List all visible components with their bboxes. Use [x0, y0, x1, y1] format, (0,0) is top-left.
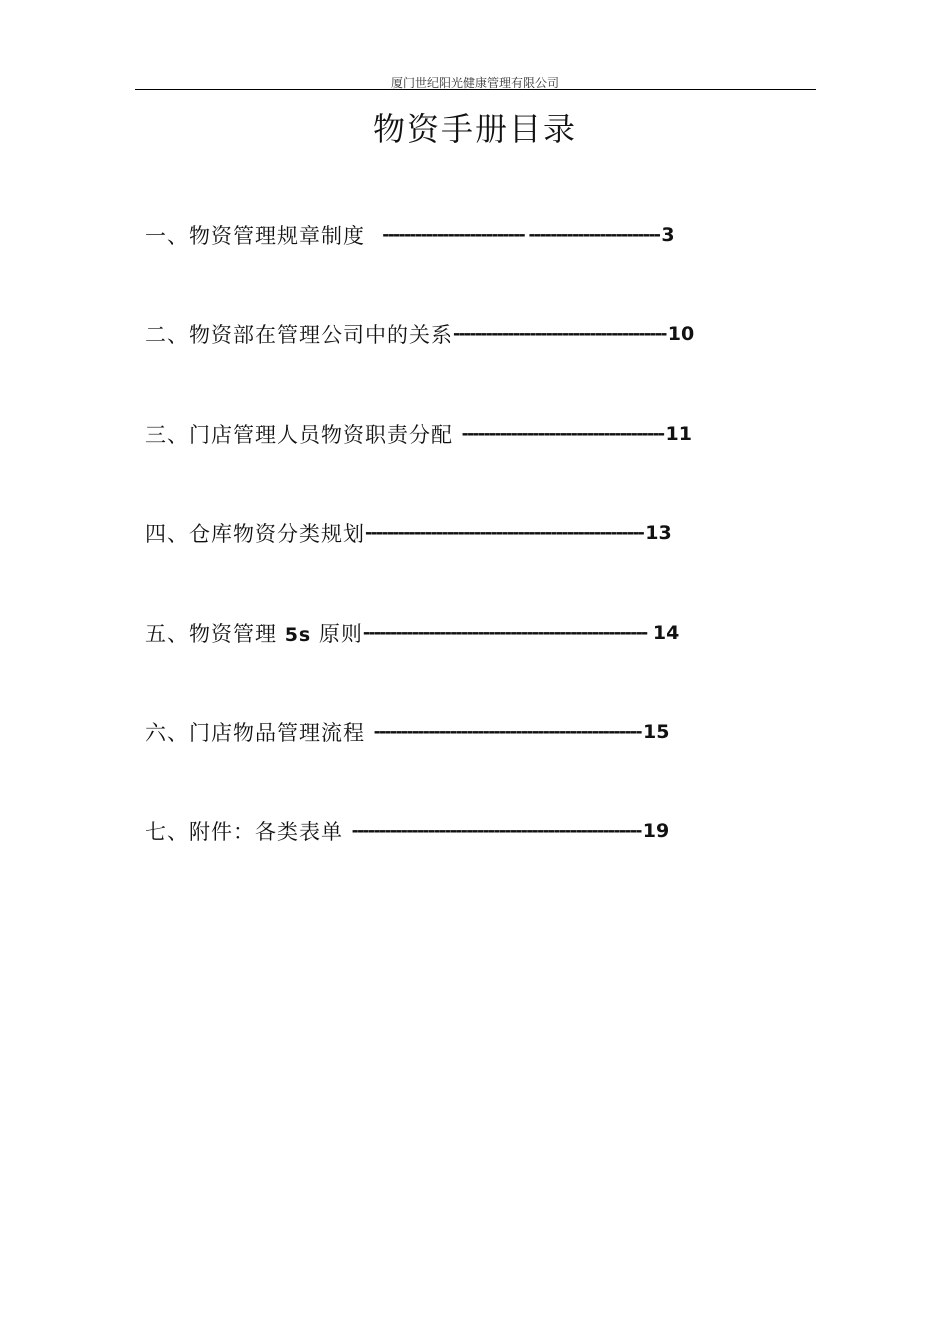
- toc-dot-leader: -------------------------------------: [453, 424, 664, 444]
- toc-entry-7[interactable]: [145, 815, 669, 847]
- toc-page-number: 15: [642, 721, 670, 743]
- toc-entry-label: 一、物资管理规章制度: [145, 224, 365, 248]
- toc-entry-label-suffix: 原则: [311, 622, 363, 646]
- toc-dot-leader: -----------------------------------------------------: [343, 821, 641, 841]
- toc-entry-label: 四、仓库物资分类规划: [145, 522, 365, 546]
- toc-entry-label: 七、附件：各类表单: [145, 820, 343, 844]
- toc-entry-label-5s: 5s: [284, 624, 312, 646]
- toc-entry-1[interactable]: [145, 219, 675, 251]
- toc-dot-leader: -------------------------- ------------------------: [365, 225, 660, 245]
- toc-entry-label: 二、物资部在管理公司中的关系: [145, 323, 453, 347]
- document-title: 物资手册目录: [372, 110, 577, 148]
- toc-entry-4[interactable]: [145, 517, 672, 549]
- toc-entry-3[interactable]: [145, 418, 692, 450]
- toc-entry-label-prefix: 五、物资管理: [145, 622, 285, 646]
- toc-entry-label: 三、门店管理人员物资职责分配: [145, 423, 453, 447]
- toc-entry-label: [145, 618, 363, 648]
- toc-dot-leader: -------------------------------------------------: [365, 722, 641, 742]
- toc-entry-2[interactable]: [145, 318, 694, 350]
- toc-page-number: 11: [665, 423, 692, 445]
- toc-dot-leader: ----------------------------------------------------: [362, 623, 651, 643]
- toc-dot-leader: ---------------------------------------------------: [365, 523, 644, 543]
- toc-page-number: 14: [652, 622, 680, 644]
- toc-entry-label: 六、门店物品管理流程: [145, 721, 365, 745]
- toc-entry-5[interactable]: [145, 617, 679, 649]
- toc-page-number: 3: [661, 224, 675, 246]
- page-header-company: 厦门世纪阳光健康管理有限公司: [390, 76, 559, 90]
- header-divider: [135, 89, 816, 90]
- toc-page-number: 19: [642, 820, 670, 842]
- toc-entry-6[interactable]: [145, 716, 669, 748]
- toc-dot-leader: ---------------------------------------: [453, 324, 666, 344]
- toc-page-number: 13: [645, 522, 672, 544]
- toc-page-number: 10: [667, 323, 695, 345]
